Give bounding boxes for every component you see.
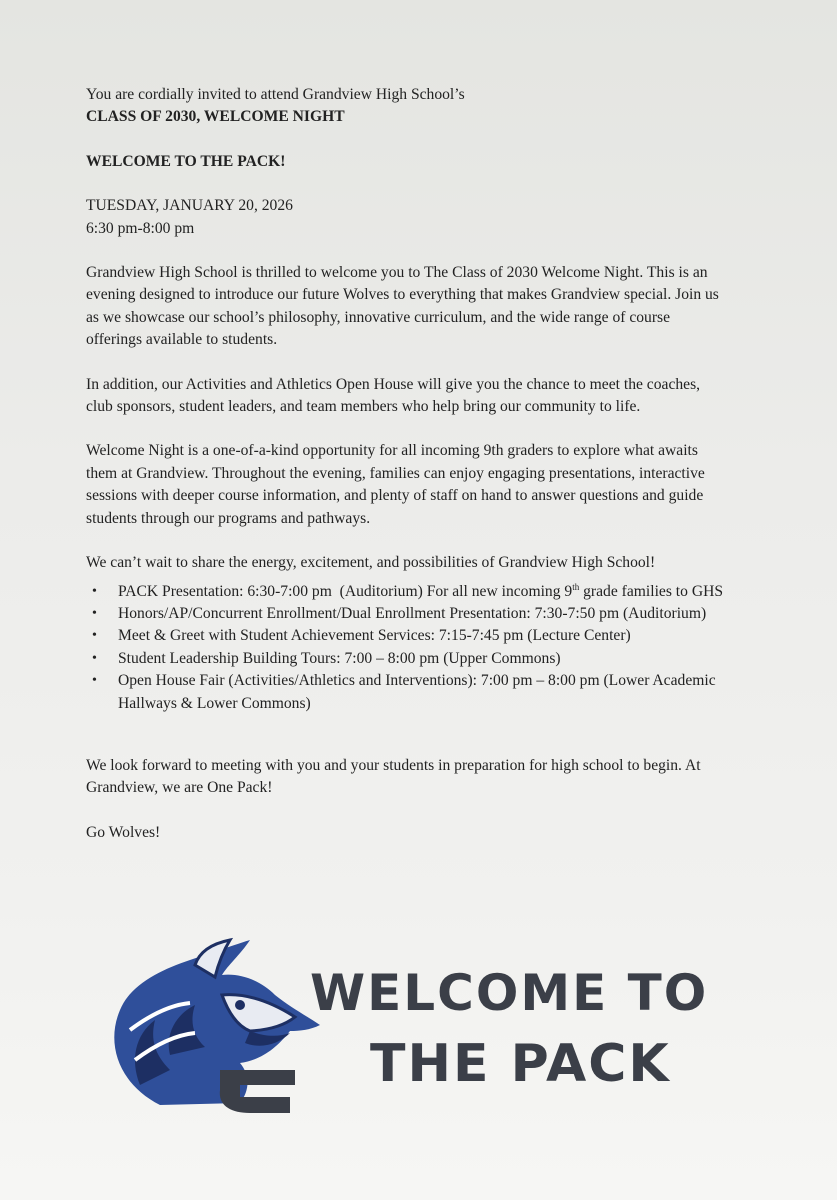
closing-paragraph: We look forward to meeting with you and your students in preparation for high school to begin. At Grandview, we are One Pack! (86, 756, 701, 797)
paragraph-opportunity: Welcome Night is a one-of-a-kind opportunity for all incoming 9th graders to explore what awaits them at Grandview. Throughout the evening, families can enjoy engaging presentations, interactive sessions with deeper course information, and plenty of staff on hand to answer questions and guide students through our programs and pathways. (86, 442, 705, 527)
banner-line-1: WELCOME TO (310, 964, 709, 1022)
event-title: CLASS OF 2030, WELCOME NIGHT (86, 108, 345, 126)
lead-in: We can’t wait to share the energy, excitement, and possibilities of Grandview High School! (86, 554, 656, 572)
schedule-item-open-house-fair: • Open House Fair (Activities/Athletics and Interventions): 7:00 pm – 8:00 pm (Lower Academic Hallways & Lower Commons) (118, 670, 726, 715)
paragraph-open-house: In addition, our Activities and Athletics Open House will give you the chance to meet the coaches, club sponsors, student leaders, and team members who help bring our community to life. (86, 375, 701, 416)
event-tagline: WELCOME TO THE PACK! (86, 152, 286, 170)
schedule-item-pack-presentation: • PACK Presentation: 6:30-7:00 pm (Auditorium) For all new incoming 9th grade families to GHS (118, 581, 726, 603)
event-schedule-list (86, 581, 726, 715)
banner-line-2: THE PACK (370, 1034, 671, 1094)
invitation-letter (86, 84, 726, 844)
paragraph-welcome: Grandview High School is thrilled to welcome you to The Class of 2030 Welcome Night. This is an evening designed to introduce our future Wolves to everything that makes Grandview special. Join us as we showcase our school’s philosophy, innovative curriculum, and the wide range of course offerings available to students. (86, 264, 719, 349)
schedule-item-meet-greet: • Meet & Greet with Student Achievement Services: 7:15-7:45 pm (Lecture Center) (118, 625, 726, 647)
welcome-banner (100, 935, 790, 1125)
wolf-logo-icon (100, 935, 330, 1120)
invitation-line: You are cordially invited to attend Grandview High School’s (86, 86, 465, 103)
schedule-item-honors-presentation: • Honors/AP/Concurrent Enrollment/Dual Enrollment Presentation: 7:30-7:50 pm (Auditorium) (118, 603, 726, 625)
schedule-item-building-tours: • Student Leadership Building Tours: 7:00 – 8:00 pm (Upper Commons) (118, 648, 726, 670)
event-time: 6:30 pm-8:00 pm (86, 219, 195, 237)
signoff: Go Wolves! (86, 823, 161, 841)
event-date: TUESDAY, JANUARY 20, 2026 (86, 197, 293, 215)
